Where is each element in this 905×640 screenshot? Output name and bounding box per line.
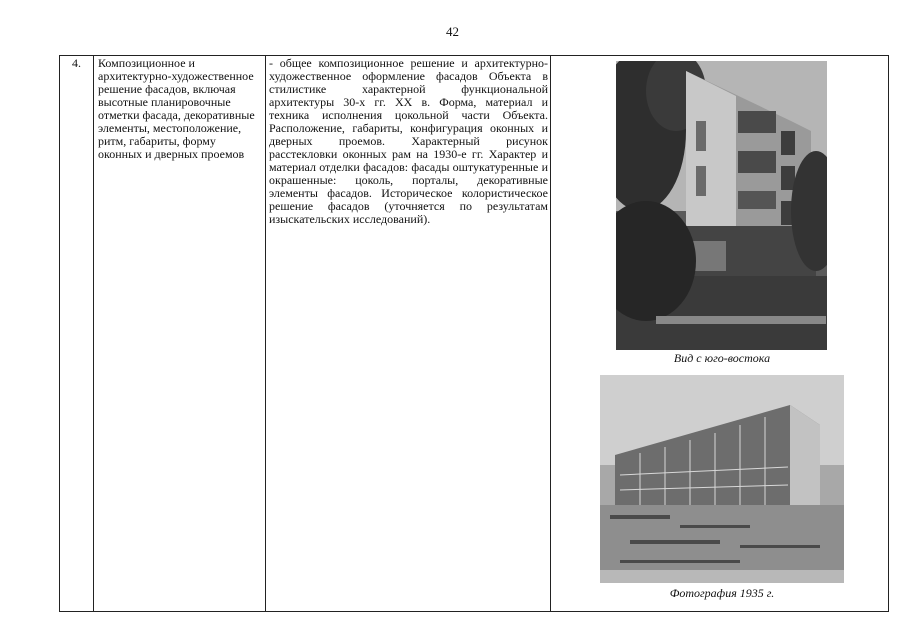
photo-caption: Фотография 1935 г. [669, 586, 775, 600]
row-number: 4. [60, 56, 94, 612]
row-item-name: Композиционное и архитектурно-художественное решение фасадов, включая высотные планировочные отметки фасада, декоративные элементы, местоположение, ритм, габариты, форму оконных и дверных проемов [94, 56, 266, 612]
page-number: 42 [446, 24, 459, 39]
table-row [60, 56, 889, 612]
building-photo [616, 61, 827, 350]
photo-caption: Вид с юго-востока [673, 351, 771, 365]
photos-cell [551, 56, 889, 612]
row-description: - общее композиционное решение и архитектурно-художественное оформление фасадов Объекта в стилистике характерной функциональной архитектуры 30-х гг. XX в. Форма, материал и техника исполнения цокольной части Объекта. Расположение, габариты, конфигурация оконных и дверных проемов. Характерный рисунок расстекловки оконных рам на 1930-е гг. Характер и материал отделки фасадов: фасады оштукатуренные и окрашенные: цоколь, порталы, декоративные элементы фасадов. Историческое колористическое решение фасадов (уточняется по результатам изыскательских исследований). [266, 56, 551, 612]
heritage-table [59, 55, 889, 612]
historic-building-photo [600, 375, 844, 583]
